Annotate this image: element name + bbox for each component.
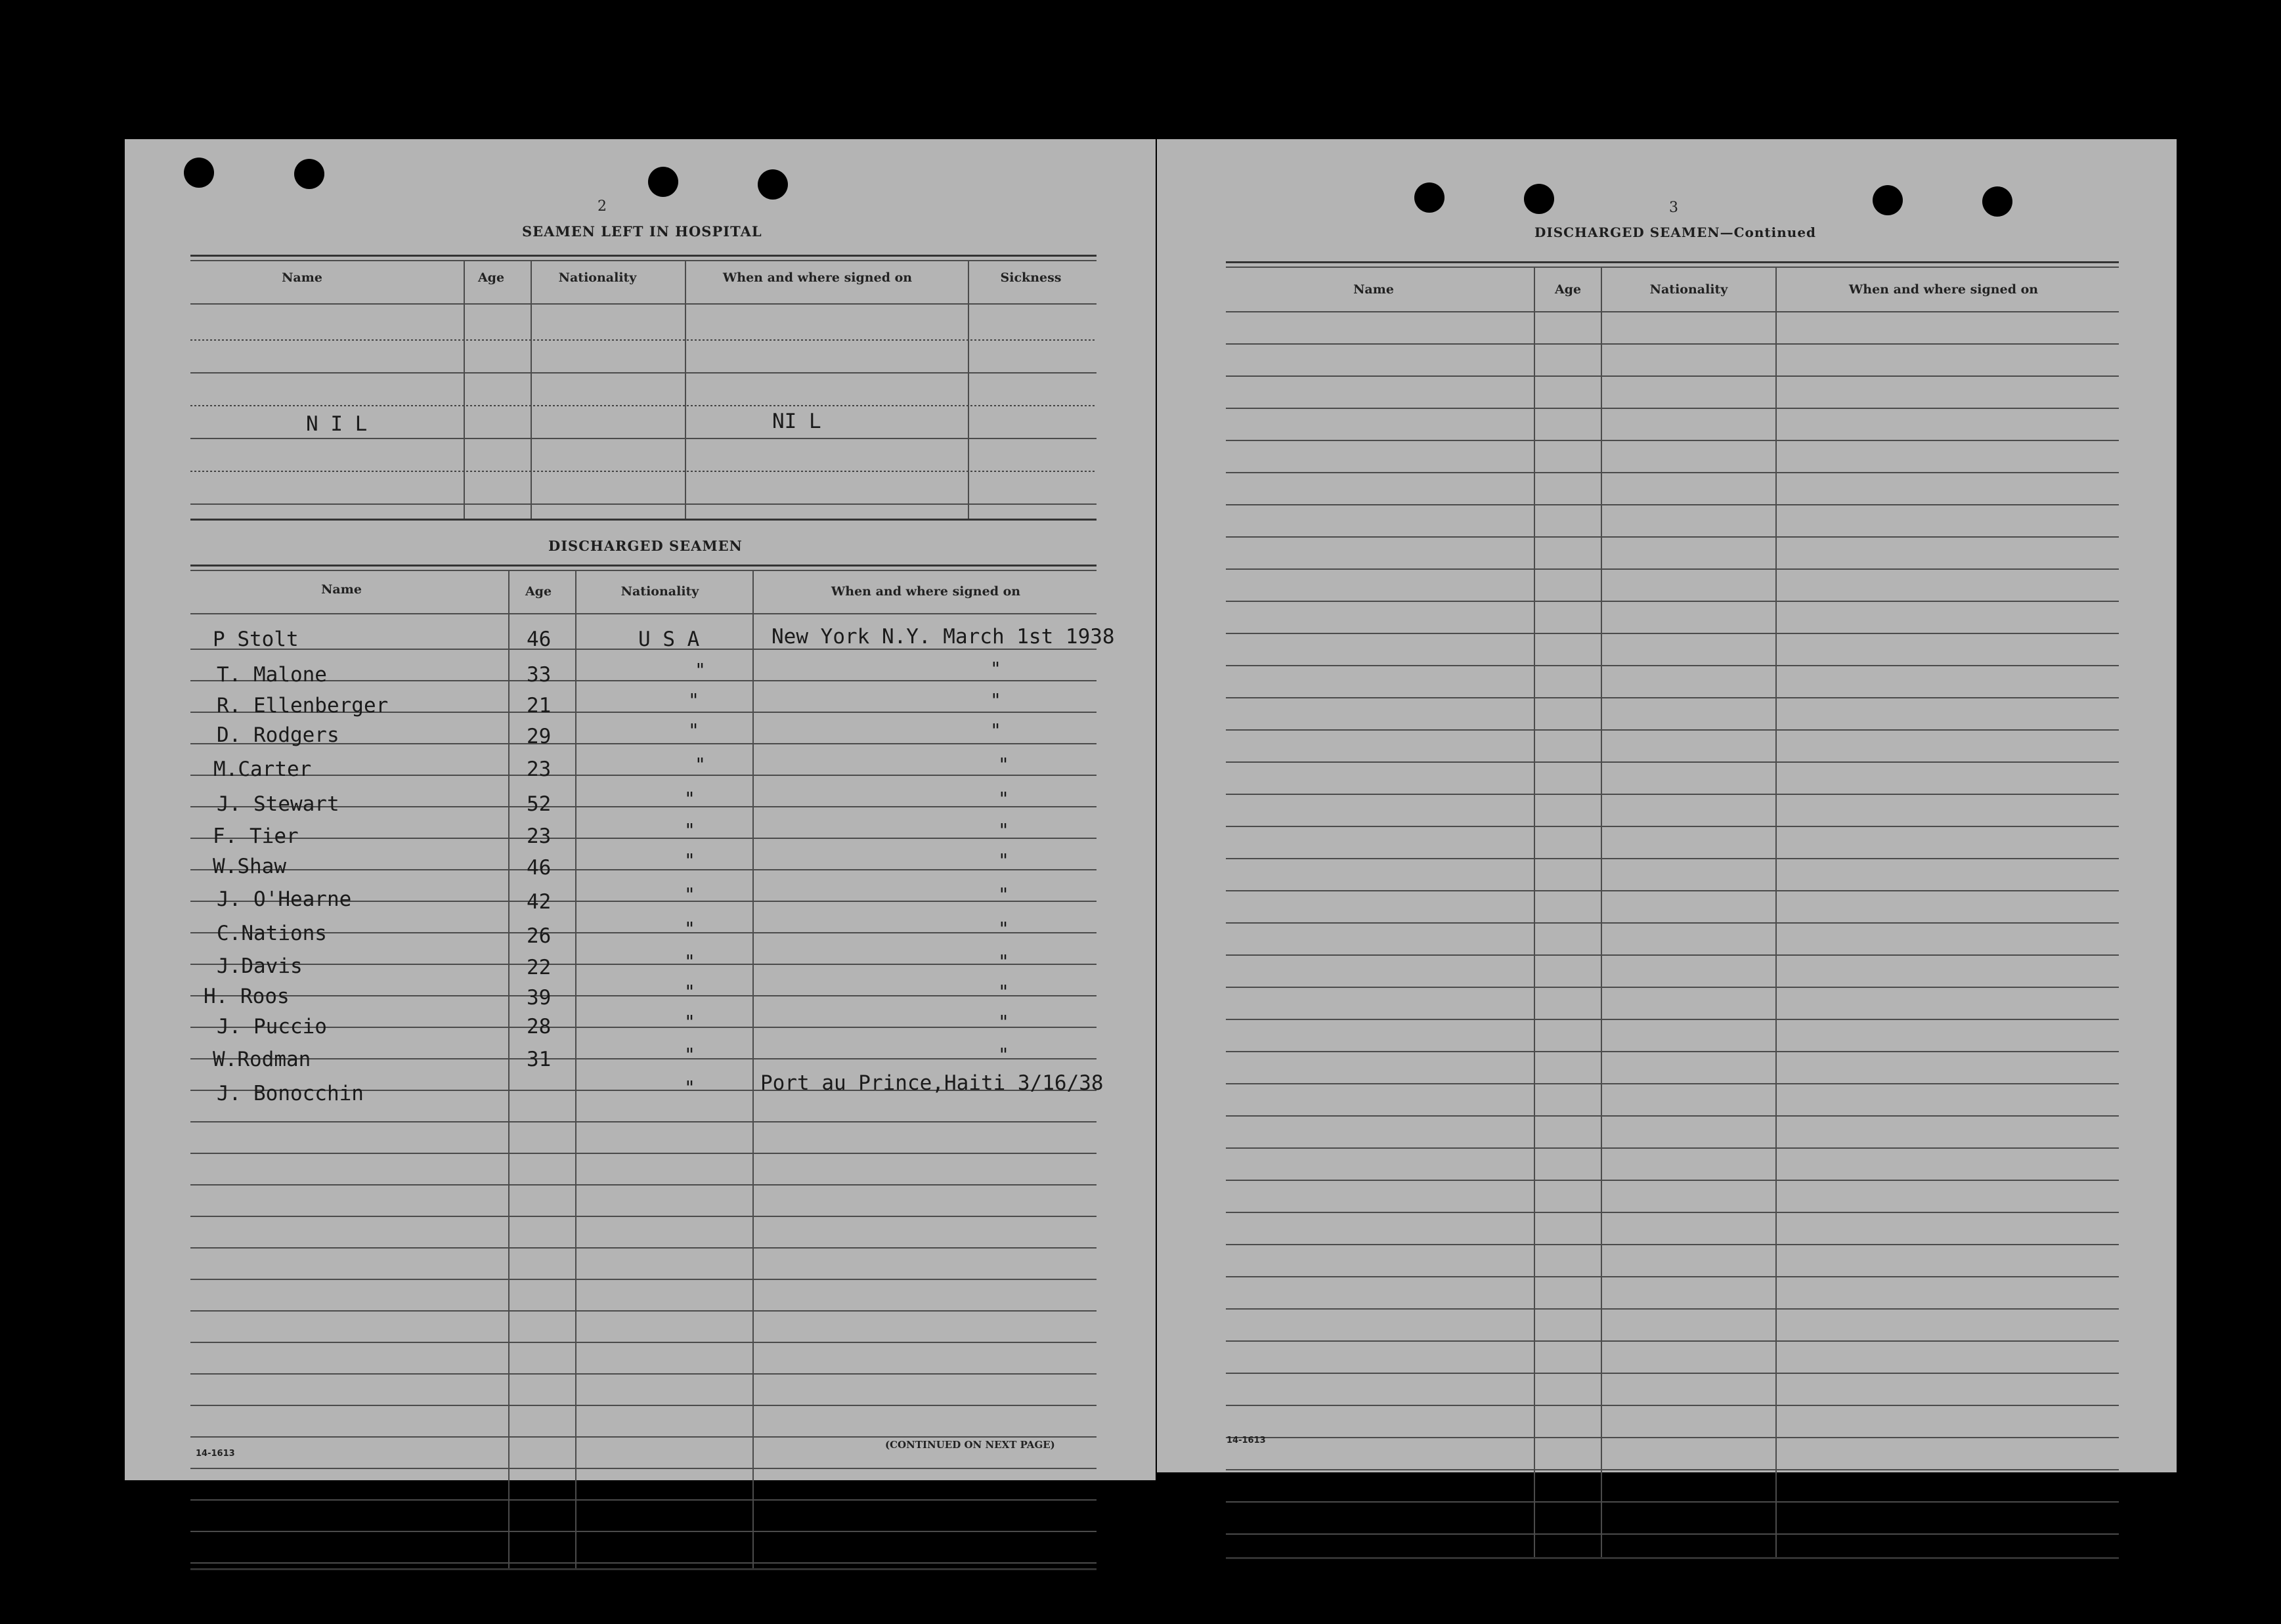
hospital-col-name: Name (282, 270, 322, 285)
seaman-signed-on: " (998, 918, 1009, 939)
seaman-age: 31 (527, 1048, 552, 1071)
seaman-age: 21 (527, 694, 552, 717)
seaman-signed-on: " (990, 689, 1001, 711)
ruled-line (1226, 697, 2119, 698)
seaman-nationality: " (688, 719, 699, 741)
ruled-line (190, 1342, 1097, 1343)
ruled-line (190, 1247, 1097, 1249)
ruled-line (1226, 633, 2119, 634)
ruled-line (1226, 375, 2119, 377)
seaman-age: 22 (527, 956, 552, 979)
ruled-line (1226, 568, 2119, 570)
hospital-name-nil: N I L (306, 412, 368, 436)
punch-hole (648, 167, 678, 197)
seaman-signed-on: Port au Prince,Haiti 3/16/38 (760, 1071, 1104, 1095)
seaman-name: H. Roos (204, 985, 290, 1008)
hospital-col-age: Age (477, 270, 505, 285)
ruled-line (1226, 858, 2119, 859)
seaman-signed-on: " (998, 884, 1009, 905)
ruled-line (1226, 408, 2119, 409)
ruled-line (1226, 665, 2119, 666)
ruled-line (190, 1562, 1097, 1564)
ruled-line (190, 1436, 1097, 1438)
seaman-nationality: " (684, 1044, 695, 1065)
ruled-line (1226, 954, 2119, 956)
seaman-nationality: " (684, 819, 695, 841)
hospital-col-signed-on: When and where signed on (722, 270, 913, 285)
seaman-age: 29 (527, 725, 552, 748)
ruled-line (1226, 1469, 2119, 1470)
seaman-age: 26 (527, 924, 552, 948)
ruled-line (190, 1184, 1097, 1186)
page-number: 2 (597, 198, 607, 215)
ruled-line (1226, 472, 2119, 473)
seaman-name: W.Rodman (213, 1048, 311, 1071)
ruled-line (1226, 343, 2119, 345)
seaman-age: 46 (527, 628, 552, 651)
seaman-name: J. Stewart (217, 792, 339, 816)
ruled-line (190, 1499, 1097, 1501)
ruled-line (1226, 1115, 2119, 1117)
right-col-nationality: Nationality (1649, 282, 1728, 297)
left-page (125, 139, 1156, 1480)
ruled-line (1226, 761, 2119, 763)
right-col-name: Name (1353, 282, 1394, 297)
discharged-col-age: Age (525, 584, 552, 599)
seaman-nationality: " (684, 1077, 695, 1098)
ruled-line (190, 869, 1097, 870)
seaman-name: C.Nations (217, 922, 327, 945)
ruled-line (1226, 1083, 2119, 1084)
discharged-section-title: DISCHARGED SEAMEN (548, 538, 743, 554)
seaman-age: 39 (527, 986, 552, 1010)
hospital-section-title: SEAMEN LEFT IN HOSPITAL (522, 223, 762, 240)
seaman-signed-on: " (998, 951, 1009, 972)
punch-hole (294, 159, 324, 189)
right-page (1157, 139, 2177, 1472)
seaman-signed-on: " (998, 849, 1009, 871)
continued-note: (CONTINUED ON NEXT PAGE) (885, 1439, 1055, 1451)
ruled-line (1226, 1019, 2119, 1020)
ruled-line (1226, 729, 2119, 731)
seaman-nationality: " (695, 754, 706, 775)
seaman-age: 23 (527, 758, 552, 781)
seaman-name: F. Tier (213, 824, 299, 848)
ruled-line (190, 1468, 1097, 1469)
ruled-line (1226, 1405, 2119, 1406)
ruled-line (190, 1216, 1097, 1217)
seaman-signed-on: " (998, 819, 1009, 841)
ruled-line (1226, 826, 2119, 827)
ruled-line (190, 1373, 1097, 1375)
hospital-col-sickness: Sickness (1000, 270, 1062, 285)
ruled-line (190, 775, 1097, 776)
seaman-nationality: " (684, 951, 695, 972)
seaman-name: M.Carter (213, 758, 312, 781)
ruled-line (190, 1153, 1097, 1154)
seaman-name: T. Malone (217, 663, 327, 687)
ruled-line (1226, 1340, 2119, 1342)
seaman-age: 42 (527, 890, 552, 914)
ruled-line (1226, 601, 2119, 602)
ruled-line (190, 1531, 1097, 1532)
ruled-line (1226, 794, 2119, 795)
seaman-name: R. Ellenberger (217, 694, 389, 717)
ruled-line (1226, 440, 2119, 441)
seaman-age: 23 (527, 824, 552, 848)
punch-hole (758, 169, 788, 200)
seaman-nationality: " (684, 788, 695, 809)
ruled-line (1226, 1437, 2119, 1438)
punch-hole (1524, 184, 1554, 214)
seaman-signed-on: " (998, 1011, 1009, 1033)
seaman-nationality: " (684, 1011, 695, 1033)
seaman-signed-on: " (998, 788, 1009, 809)
ruled-line (1226, 890, 2119, 891)
discharged-col-nationality: Nationality (620, 584, 699, 599)
seaman-nationality: " (684, 981, 695, 1002)
seaman-nationality: " (684, 884, 695, 905)
form-number: 14-1613 (196, 1449, 235, 1459)
seaman-name: D. Rodgers (217, 723, 339, 747)
ruled-line (190, 1279, 1097, 1280)
form-number: 14-1613 (1227, 1436, 1266, 1445)
ruled-line (1226, 536, 2119, 538)
hospital-col-nationality: Nationality (558, 270, 637, 285)
right-col-signed-on: When and where signed on (1848, 282, 2039, 297)
seaman-signed-on: " (990, 658, 1001, 679)
ruled-line (1226, 311, 2119, 312)
seaman-nationality: " (684, 849, 695, 871)
punch-hole (1873, 185, 1903, 215)
seaman-nationality: " (695, 659, 706, 681)
seaman-signed-on: New York N.Y. March 1st 1938 (771, 625, 1115, 649)
ruled-line (1226, 1051, 2119, 1052)
seaman-name: W.Shaw (213, 855, 286, 878)
ruled-line (1226, 1212, 2119, 1213)
seaman-signed-on: " (990, 719, 1001, 741)
ruled-line (190, 995, 1097, 996)
punch-hole (1982, 186, 2012, 217)
seaman-name: J. O'Hearne (217, 887, 352, 911)
seaman-name: J.Davis (217, 954, 303, 978)
seaman-nationality: " (684, 918, 695, 939)
ruled-line (1226, 1308, 2119, 1310)
seaman-age: 46 (527, 856, 552, 880)
seaman-age: 33 (527, 663, 552, 687)
seaman-age: 52 (527, 792, 552, 816)
seaman-name: J. Bonocchin (217, 1082, 364, 1105)
ruled-line (1226, 1501, 2119, 1503)
seaman-nationality: U S A (638, 628, 700, 651)
page-number: 3 (1669, 200, 1678, 216)
right-col-age: Age (1554, 282, 1582, 297)
discharged-col-name: Name (321, 582, 362, 597)
hospital-signed-on-nil: NI L (772, 410, 821, 433)
seaman-nationality: " (688, 689, 699, 711)
ruled-line (1226, 1180, 2119, 1181)
punch-hole (1414, 182, 1445, 213)
seaman-name: J. Puccio (217, 1015, 327, 1038)
seaman-signed-on: " (998, 981, 1009, 1002)
ruled-line (1226, 987, 2119, 988)
discharged-continued-title: DISCHARGED SEAMEN—Continued (1534, 224, 1817, 240)
ruled-line (190, 838, 1097, 839)
ruled-line (190, 1310, 1097, 1312)
seaman-signed-on: " (998, 754, 1009, 775)
seaman-signed-on: " (998, 1044, 1009, 1065)
ruled-line (1226, 1276, 2119, 1277)
ruled-line (1226, 1244, 2119, 1245)
ruled-line (190, 1058, 1097, 1059)
ruled-line (1226, 922, 2119, 924)
ruled-line (1226, 504, 2119, 505)
ruled-line (190, 964, 1097, 965)
seaman-age: 28 (527, 1015, 552, 1038)
discharged-col-signed-on: When and where signed on (831, 584, 1021, 599)
ruled-line (190, 1405, 1097, 1406)
ruled-line (1226, 1147, 2119, 1149)
seaman-name: P Stolt (213, 628, 299, 651)
ruled-line (1226, 1533, 2119, 1535)
punch-hole (184, 158, 214, 188)
ruled-line (1226, 1373, 2119, 1374)
ruled-line (190, 1121, 1097, 1122)
